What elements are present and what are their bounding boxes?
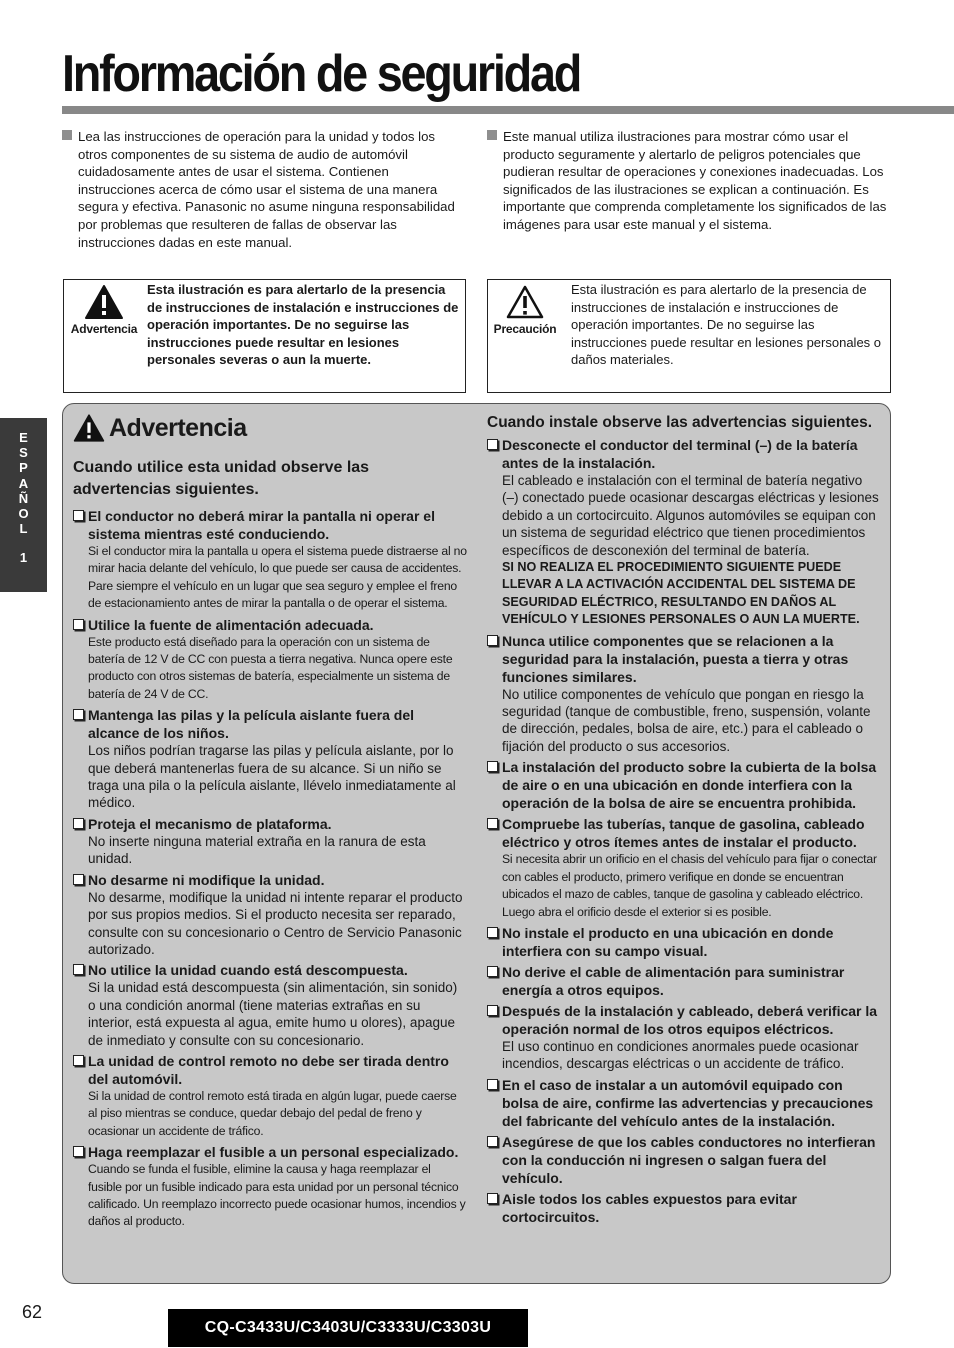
checkbox-bullet-icon bbox=[73, 874, 84, 885]
square-bullet-icon bbox=[62, 130, 72, 140]
warning-item-body: El uso continuo en condiciones anormales puede ocasionar incendios, descargas eléctricas o un accidente de tráfico. bbox=[502, 1038, 859, 1072]
warning-item-title: Compruebe las tuberías, tanque de gasolina, cableado eléctrico y otros ítemes antes de instalar el producto. bbox=[502, 816, 865, 851]
intro-right bbox=[487, 128, 889, 234]
checkbox-bullet-icon bbox=[73, 709, 84, 720]
checkbox-bullet-icon bbox=[73, 964, 84, 975]
intro-right-text: Este manual utiliza ilustraciones para mostrar cómo usar el producto seguramente y alertarlo de peligros potenciales que pudieran resultar de operaciones y conexiones inadecuadas. Los significados de las ilustraciones se explican a continuación. Es importante que comprenda completamente los significados de las imágenes para usar este manual y el sistema. bbox=[503, 129, 887, 232]
warning-item-title: Nunca utilice componentes que se relacionen a la seguridad para la instalación, puesta a tierra y otras funciones similares. bbox=[502, 632, 849, 685]
warning-item-body: Si el conductor mira la pantalla u opera el sistema puede distraerse al no mirar hacia delante del vehículo, lo que puede ser causa de accidentes. Pare siempre el vehículo en un lugar que sea seguro y emplee el freno de estacionamiento antes de mirar la pantalla o de operar el sistema. bbox=[88, 544, 467, 611]
language-side-tab bbox=[0, 418, 47, 592]
warning-item-title: Utilice la fuente de alimentación adecuada. bbox=[88, 616, 374, 633]
checkbox-bullet-icon bbox=[487, 1193, 498, 1204]
checkbox-bullet-icon bbox=[73, 1055, 84, 1066]
checkbox-bullet-icon bbox=[487, 439, 498, 450]
right-item-list bbox=[487, 436, 881, 1226]
checkbox-bullet-icon bbox=[487, 966, 498, 977]
warning-item-body: Si necesita abrir un orificio en el chasis del vehículo para fijar o conectar con cables el producto, primero verifique en donde se encuentran ubicados el mazo de cables, tanque de gasolina y cableado eléctrico. Luego abra el orificio desde el exterior si es posible. bbox=[502, 852, 877, 919]
checkbox-bullet-icon bbox=[487, 635, 498, 646]
warning-item bbox=[73, 961, 467, 1049]
warning-item bbox=[73, 1052, 467, 1140]
warning-triangle-icon bbox=[73, 413, 105, 443]
warning-item-title: El conductor no deberá mirar la pantalla ni operar el sistema mientras esté conduciendo. bbox=[88, 508, 435, 542]
warning-item bbox=[73, 507, 467, 613]
checkbox-bullet-icon bbox=[487, 818, 498, 829]
caution-note-box bbox=[487, 279, 891, 393]
checkbox-bullet-icon bbox=[487, 1136, 498, 1147]
warning-item-body: Cuando se funda el fusible, elimine la causa y haga reemplazar el fusible por un fusible indicado para esta unidad por un personal técnico calificado. Un reemplazo incorrecto puede ocasionar humos, incendios y daños al producto. bbox=[88, 1162, 466, 1229]
warning-item-title: Haga reemplazar el fusible a un personal especializado. bbox=[88, 1144, 459, 1161]
side-tab-letters: E S P A Ñ O L bbox=[18, 430, 29, 537]
warning-item-title: Aisle todos los cables expuestos para evitar cortocircuitos. bbox=[502, 1190, 797, 1225]
warning-item bbox=[73, 706, 467, 812]
warning-icon-column bbox=[64, 280, 144, 336]
warning-item bbox=[73, 815, 467, 868]
intro-left-text: Lea las instrucciones de operación para la unidad y todos los otros componentes de su sistema de audio de automóvil cuidadosamente antes de usar el sistema. Contienen instrucciones acerca de cómo usar el sistema de una manera segura y efectiva. Panasonic no asume ninguna responsabilidad por problemas que resulteren de fallas de observar las instrucciones dadas en este manual. bbox=[78, 129, 455, 250]
warning-item-body: Este producto está diseñado para la operación con un sistema de batería de 12 V de CC con puesta a tierra negativa. Nunca opere este producto con otros sistemas de batería, especialmente un sistema de batería de 24 V de CC. bbox=[88, 634, 453, 701]
checkbox-bullet-icon bbox=[487, 927, 498, 938]
checkbox-bullet-icon bbox=[73, 818, 84, 829]
intro-left bbox=[62, 128, 462, 251]
warning-item bbox=[487, 1076, 881, 1130]
model-number-bar: CQ-C3433U/C3403U/C3333U/C3303U bbox=[168, 1309, 528, 1347]
warning-item-title: No instale el producto en una ubicación en donde interfiera con su campo visual. bbox=[502, 924, 834, 959]
square-bullet-icon bbox=[487, 130, 497, 140]
warning-item bbox=[487, 963, 881, 999]
checkbox-bullet-icon bbox=[487, 761, 498, 772]
caution-triangle-icon bbox=[505, 284, 545, 320]
warning-item bbox=[487, 758, 881, 812]
advertencia-heading-text: Advertencia bbox=[109, 413, 247, 442]
warning-item bbox=[487, 924, 881, 960]
warning-item-title: Después de la instalación y cableado, deberá verificar la operación normal de los otros equipos eléctricos. bbox=[502, 1002, 878, 1037]
warning-item-title: La instalación del producto sobre la cubierta de la bolsa de aire o en una ubicación en donde interfiera con la operación de la bolsa de aire se encuentra prohibida. bbox=[502, 759, 877, 812]
warning-item-body: No utilice componentes de vehículo que pongan en riesgo la seguridad (tanque de combustible, freno, suspensión, volante de dirección, pedales, bolsa de aire, etc.) para el cableado o fijación del producto o sus accesorios. bbox=[502, 686, 871, 754]
left-item-list bbox=[73, 507, 467, 1231]
warning-item bbox=[487, 1002, 881, 1073]
warning-triangle-icon bbox=[84, 284, 124, 320]
title-rule bbox=[62, 106, 954, 114]
warning-note-box bbox=[63, 279, 466, 393]
warning-item-title: En el caso de instalar a un automóvil equipado con bolsa de aire, confirme las advertencias y precauciones del fabricante del vehículo antes de la instalación. bbox=[502, 1076, 874, 1129]
warning-label: Advertencia bbox=[70, 322, 138, 336]
warning-item bbox=[487, 1133, 881, 1187]
warning-item bbox=[73, 871, 467, 959]
page-number: 62 bbox=[22, 1302, 43, 1322]
warning-item-body: No desarme, modifique la unidad ni intente reparar el producto por sus propios medios. Si el producto necesita ser reparado, consulte con su concesionario o Centro de Servicio Panasonic autorizado. bbox=[88, 889, 463, 957]
warning-note-text: Esta ilustración es para alertarlo de la presencia de instrucciones de instalación e instrucciones de operación importantes. De no seguirse las instrucciones puede resultar en lesiones personales severas o aun la muerte. bbox=[147, 282, 459, 368]
page-title: Información de seguridad bbox=[62, 45, 581, 103]
warning-item-title: No desarme ni modifique la unidad. bbox=[88, 871, 325, 888]
warning-item-body: Si la unidad está descompuesta (sin alimentación, sin sonido) o una condición anormal (tiene materias extrañas en su interior, está expuesta al agua, emite humo u olores), apague de inmediato y consulte con su concesionario. bbox=[88, 980, 458, 1048]
warning-item-body: No inserte ninguna material extraña en la ranura de esta unidad. bbox=[88, 833, 426, 867]
checkbox-bullet-icon bbox=[487, 1005, 498, 1016]
warning-item bbox=[487, 815, 881, 921]
warning-item-title: Desconecte el conductor del terminal (–) de la batería antes de la instalación. bbox=[502, 437, 858, 471]
warning-item bbox=[487, 632, 881, 756]
warnings-right-column bbox=[487, 412, 881, 1229]
warning-item-title: Asegúrese de que los cables conductores no interfieran con la conducción ni ingresen o salgan fuera del vehículo. bbox=[502, 1133, 876, 1186]
warning-item-caps-note: SI NO REALIZA EL PROCEDIMIENTO SIGUIENTE PUEDE LLEVAR A LA ACTIVACIÓN ACCIDENTAL DEL SISTEMA DE SEGURIDAD ELÉCTRICO, RESULTANDO EN DAÑOS AL VEHÍCULO Y LESIONES PERSONALES O AUN LA MUERTE. bbox=[502, 560, 860, 627]
warning-item-title: La unidad de control remoto no debe ser tirada dentro del automóvil. bbox=[88, 1052, 449, 1087]
warning-item-body: Los niños podrían tragarse las pilas y película aislante, por lo que deberá mantenerlas fuera de su alcance. Si un niño se traga una pila o la película aislante, llévelo inmediatamente al médico. bbox=[88, 743, 456, 811]
checkbox-bullet-icon bbox=[73, 619, 84, 630]
caution-note-text: Esta ilustración es para alertarlo de la presencia de instrucciones de instalación e instrucciones de operación importantes. De no seguirse las instrucciones puede resultar en lesiones personales o daños materiales. bbox=[571, 282, 882, 368]
warning-item-title: No derive el cable de alimentación para suministrar energía a otros equipos. bbox=[502, 963, 845, 998]
warning-item-body: Si la unidad de control remoto está tirada en algún lugar, puede caerse al piso mientras se conduce, quedar debajo del pedal de freno y ocasionar un accidente de tráfico. bbox=[88, 1088, 457, 1138]
warning-item bbox=[487, 436, 881, 629]
caution-icon-column bbox=[488, 280, 562, 336]
left-subheading: Cuando utilice esta unidad observe las advertencias siguientes. bbox=[73, 459, 370, 498]
warnings-left-column bbox=[73, 411, 467, 1234]
checkbox-bullet-icon bbox=[73, 510, 84, 521]
caution-label: Precaución bbox=[493, 322, 557, 336]
warning-item-title: Proteja el mecanismo de plataforma. bbox=[88, 815, 332, 832]
warning-item bbox=[487, 1190, 881, 1226]
warning-item-title: Mantenga las pilas y la película aislante fuera del alcance de los niños. bbox=[88, 707, 415, 742]
right-subheading: Cuando instale observe las advertencias siguientes. bbox=[487, 414, 873, 431]
checkbox-bullet-icon bbox=[487, 1079, 498, 1090]
checkbox-bullet-icon bbox=[73, 1146, 84, 1157]
warning-item bbox=[73, 616, 467, 704]
warning-item bbox=[73, 1143, 467, 1231]
warning-item-body: El cableado e instalación con el terminal de batería negativo (–) conectado puede ocasionar descargas eléctricas y lesiones debido a un cortocircuito. Algunos automóviles se equipan con un sistema de seguridad eléctrico que tienen procedimientos específicos de desconexión del terminal de batería. bbox=[502, 473, 879, 558]
warning-item-title: No utilice la unidad cuando está descompuesta. bbox=[88, 962, 408, 979]
advertencia-heading bbox=[73, 411, 467, 445]
side-tab-number: 1 bbox=[19, 550, 28, 566]
